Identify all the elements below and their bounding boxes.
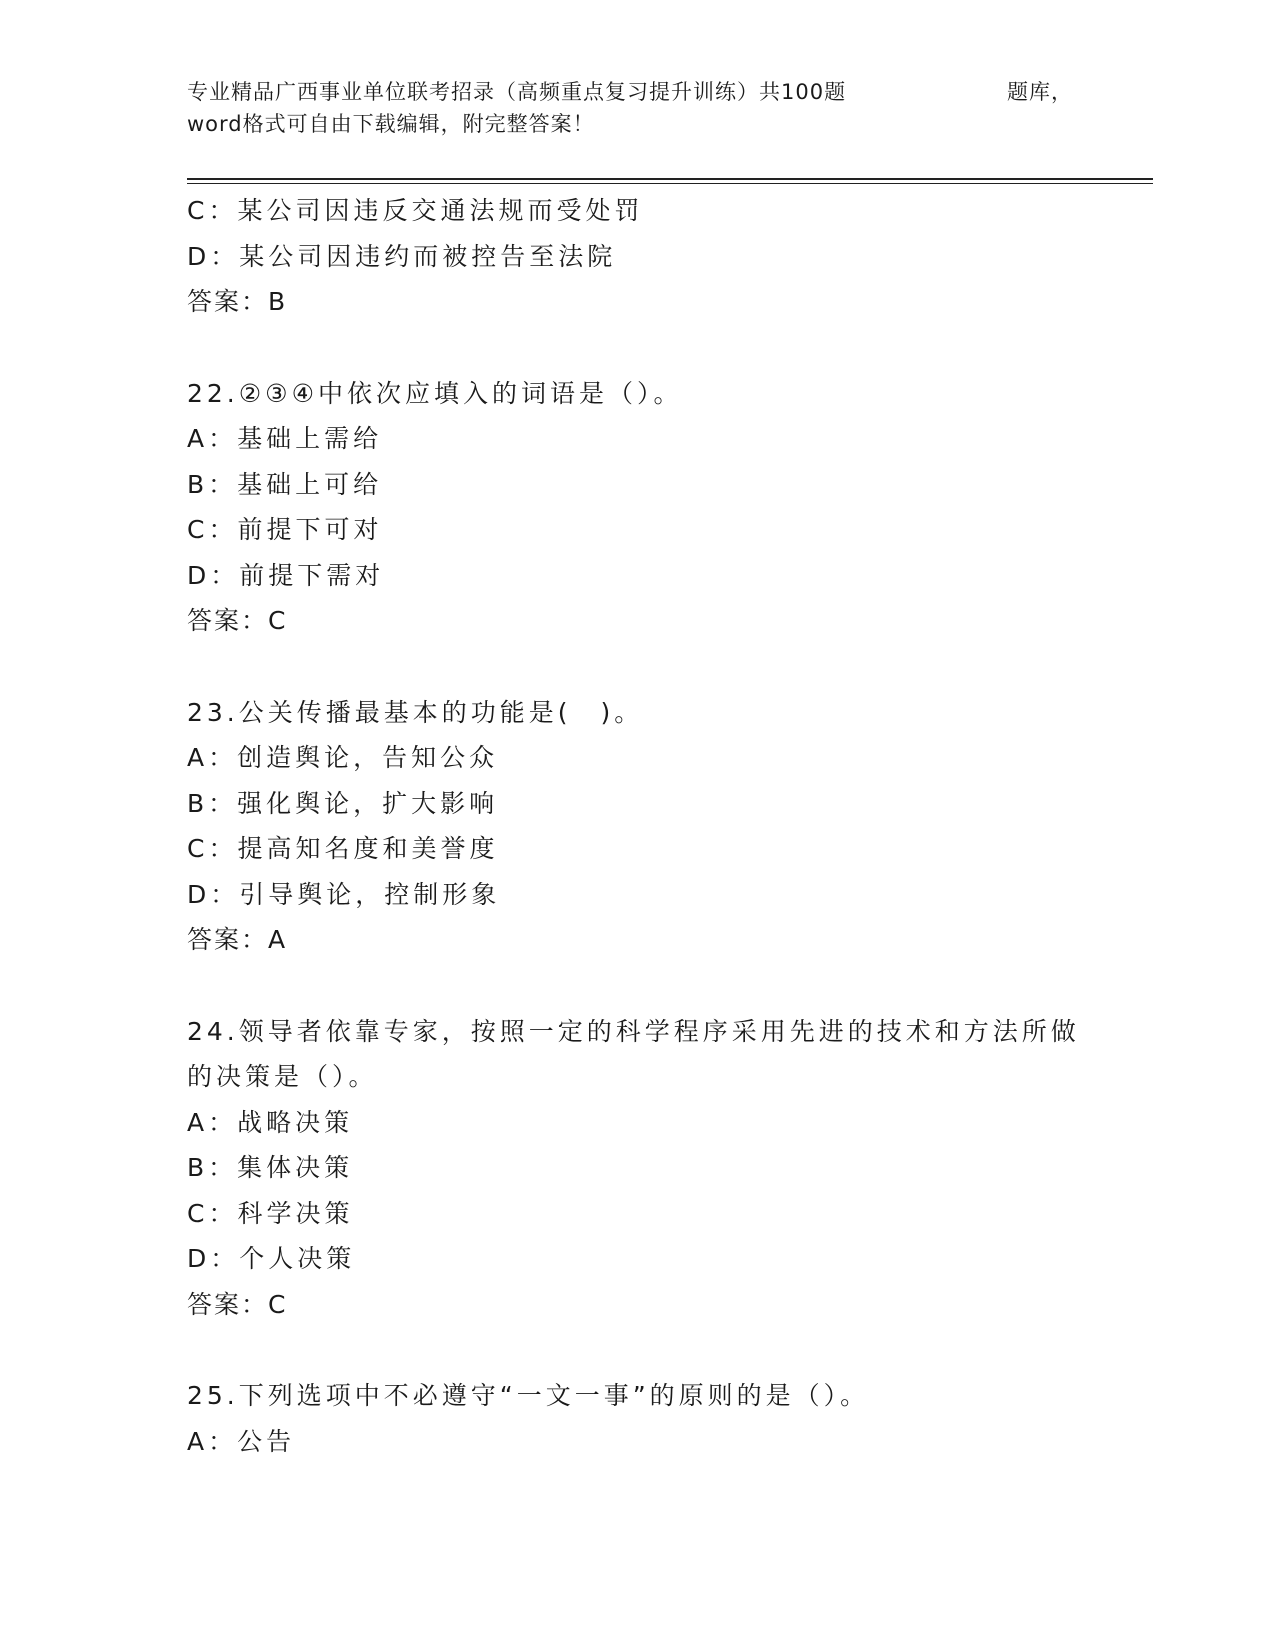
header-title-tail: 题库， — [1007, 80, 1073, 104]
question-body — [187, 188, 1087, 1464]
header-title: 专业精品广西事业单位联考招录（高频重点复习提升训练）共100题 — [187, 80, 847, 104]
header-line-1 — [187, 76, 1073, 108]
answer-line: 答案：C — [187, 1289, 288, 1319]
question-text: 23.公关传播最基本的功能是( )。 — [187, 697, 644, 727]
option-a: A：创造舆论，告知公众 — [187, 743, 499, 772]
question-25 — [187, 1373, 1087, 1464]
question-21-continuation — [187, 188, 1087, 325]
option-b: B：基础上可给 — [187, 469, 383, 499]
question-text: 22.②③④中依次应填入的词语是（）。 — [187, 378, 683, 408]
question-23 — [187, 690, 1087, 963]
option-d: D：前提下需对 — [187, 560, 385, 590]
page-header — [187, 76, 1073, 140]
answer-line: 答案：A — [187, 925, 288, 954]
option-c: C：科学决策 — [187, 1198, 354, 1228]
option-b: B：集体决策 — [187, 1153, 354, 1182]
question-24 — [187, 1009, 1087, 1328]
header-rule-thin — [187, 183, 1153, 184]
option-a: A：战略决策 — [187, 1107, 354, 1137]
option-a: A：公告 — [187, 1426, 296, 1456]
option-c: C：前提下可对 — [187, 515, 383, 544]
question-22 — [187, 371, 1087, 644]
option-d: D：引导舆论，控制形象 — [187, 879, 501, 909]
question-text: 24.领导者依靠专家，按照一定的科学程序采用先进的技术和方法所做 — [187, 1016, 1080, 1046]
question-text-continued: 的决策是（）。 — [187, 1062, 378, 1091]
option-d: D：某公司因违约而被控告至法院 — [187, 241, 617, 271]
question-text: 25.下列选项中不必遵守“一文一事”的原则的是（）。 — [187, 1381, 870, 1410]
option-a: A：基础上需给 — [187, 424, 383, 453]
option-d: D：个人决策 — [187, 1244, 356, 1273]
header-rule-thick — [187, 178, 1153, 180]
option-b: B：强化舆论，扩大影响 — [187, 788, 499, 818]
answer-line: 答案：B — [187, 287, 288, 316]
option-c: C：提高知名度和美誉度 — [187, 834, 499, 863]
answer-line: 答案：C — [187, 606, 288, 635]
header-line-2: word格式可自由下载编辑，附完整答案！ — [187, 112, 595, 136]
option-c: C：某公司因违反交通法规而受处罚 — [187, 196, 644, 225]
